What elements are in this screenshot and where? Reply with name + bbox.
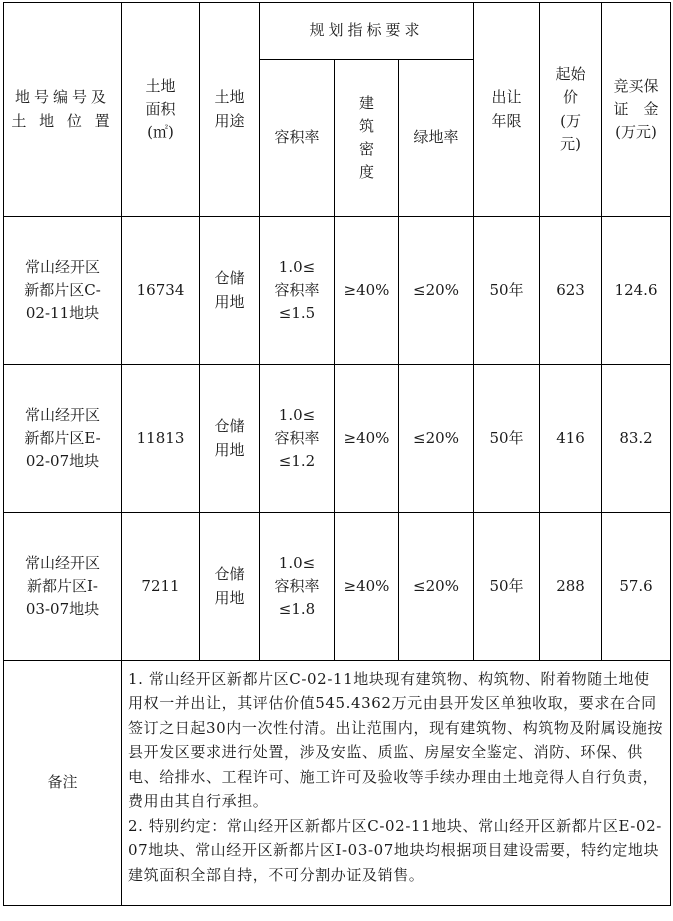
cell-far: 1.0≤ 容积率 ≤1.2 (260, 365, 335, 513)
header-term: 出让 年限 (474, 3, 540, 217)
table-row (4, 365, 671, 513)
header-far: 容积率 (260, 60, 335, 217)
cell-far: 1.0≤ 容积率 ≤1.5 (260, 217, 335, 365)
cell-deposit: 124.6 (602, 217, 671, 365)
header-deposit: 竞买保 证 金 (万元) (602, 3, 671, 217)
cell-term: 50年 (474, 513, 540, 661)
table-row (4, 217, 671, 365)
notes-row (4, 661, 671, 906)
table-row (4, 513, 671, 661)
cell-green: ≤20% (399, 365, 474, 513)
cell-start-price: 288 (540, 513, 602, 661)
cell-term: 50年 (474, 365, 540, 513)
notes-content (122, 661, 671, 906)
cell-density: ≥40% (335, 365, 399, 513)
cell-density: ≥40% (335, 217, 399, 365)
cell-green: ≤20% (399, 513, 474, 661)
land-parcel-table (3, 2, 671, 906)
cell-location: 常山经开区 新都片区C- 02-11地块 (4, 217, 122, 365)
cell-use: 仓储 用地 (200, 513, 260, 661)
cell-term: 50年 (474, 217, 540, 365)
cell-deposit: 57.6 (602, 513, 671, 661)
cell-start-price: 416 (540, 365, 602, 513)
header-location: 地号编号及 土 地 位 置 (4, 3, 122, 217)
cell-use: 仓储 用地 (200, 365, 260, 513)
header-use: 土地 用途 (200, 3, 260, 217)
header-density: 建 筑 密 度 (335, 60, 399, 217)
cell-use: 仓储 用地 (200, 217, 260, 365)
header-area: 土地 面积 (㎡) (122, 3, 200, 217)
note-item-2: 2. 特别约定：常山经开区新都片区C-02-11地块、常山经开区新都片区E-02-07地块、常山经开区新都片区I-03-07地块均根据项目建设需要，特约定地块建筑面积全部自持，不可分割办证及销售。 (128, 816, 662, 884)
notes-label: 备注 (4, 661, 122, 906)
header-planning-group: 规划指标要求 (260, 3, 474, 60)
header-green: 绿地率 (399, 60, 474, 217)
cell-green: ≤20% (399, 217, 474, 365)
cell-deposit: 83.2 (602, 365, 671, 513)
cell-area: 11813 (122, 365, 200, 513)
cell-far: 1.0≤ 容积率 ≤1.8 (260, 513, 335, 661)
cell-area: 16734 (122, 217, 200, 365)
header-start-price: 起始 价 (万 元) (540, 3, 602, 217)
cell-density: ≥40% (335, 513, 399, 661)
note-item-1: 1. 常山经开区新都片区C-02-11地块现有建筑物、构筑物、附着物随土地使用权一并出让，其评估价值545.4362万元由县开发区单独收取，要求在合同签订之日起30内一次性付清。出让范围内，现有建筑物、构筑物及附属设施按县开发区要求进行处置，涉及安监、质监、房屋安全鉴定、消防、环保、供电、给排水、工程许可、施工许可及验收等手续办理由土地竞得人自行负责，费用由其自行承担。 (128, 670, 664, 811)
cell-area: 7211 (122, 513, 200, 661)
header-row-top (4, 3, 671, 60)
cell-location: 常山经开区 新都片区E- 02-07地块 (4, 365, 122, 513)
cell-location: 常山经开区 新都片区I- 03-07地块 (4, 513, 122, 661)
cell-start-price: 623 (540, 217, 602, 365)
